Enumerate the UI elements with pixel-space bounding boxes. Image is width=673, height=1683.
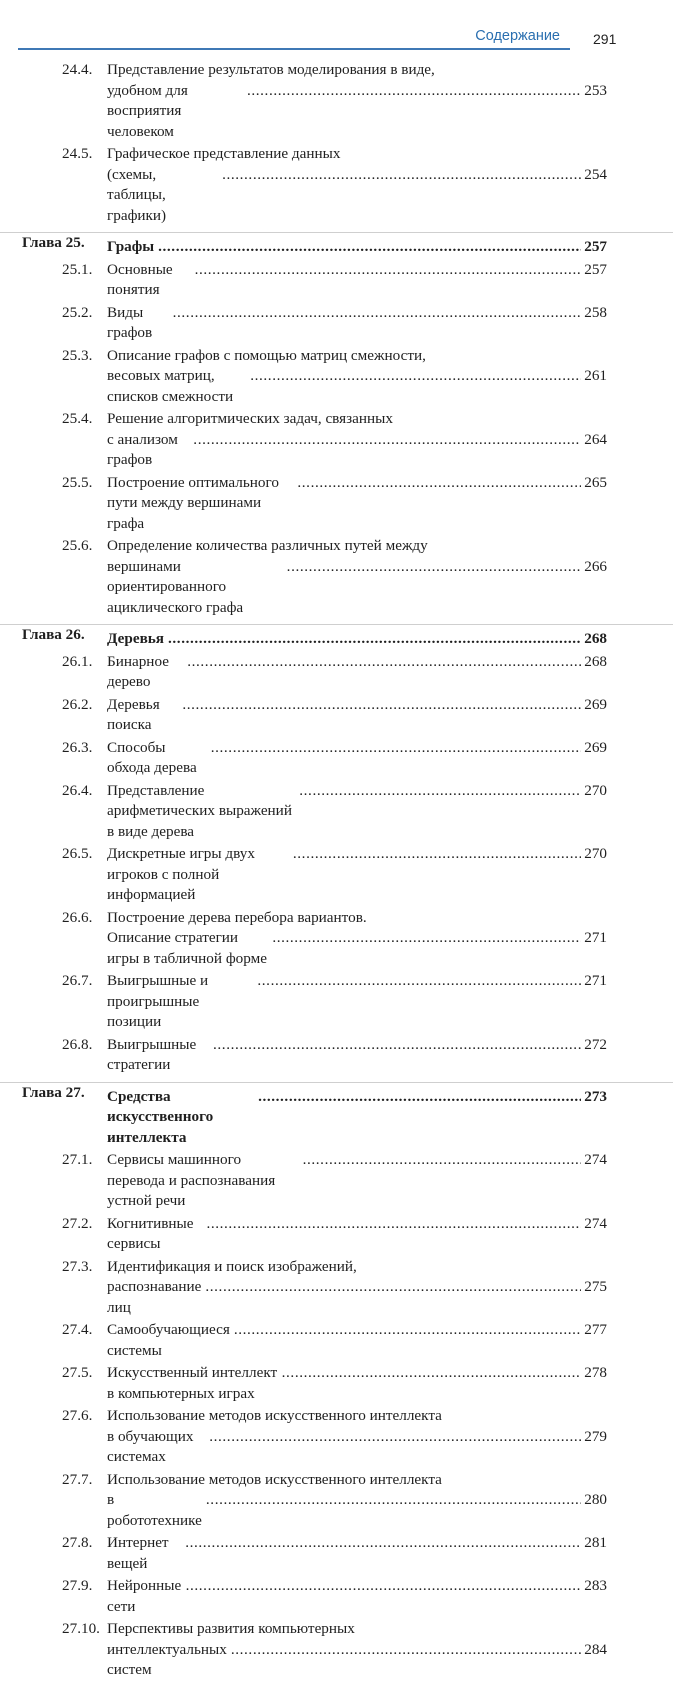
toc-chapter bbox=[0, 1082, 673, 1149]
toc-number: 25.3. bbox=[62, 346, 93, 364]
toc-title-line: удобном для восприятия человеком bbox=[107, 81, 188, 140]
toc-page: 283 bbox=[584, 1577, 607, 1594]
toc-entry bbox=[0, 695, 673, 736]
toc-title-line: с анализом графов bbox=[107, 430, 178, 468]
toc-title-line: Основные понятия bbox=[107, 260, 173, 298]
toc-title-line: Деревья bbox=[107, 630, 165, 647]
toc-title-line: Графическое представление данных bbox=[107, 145, 341, 162]
toc-page: 274 bbox=[584, 1214, 607, 1232]
toc-entry bbox=[0, 1150, 673, 1212]
toc-title-line: Виды графов bbox=[107, 303, 153, 341]
toc-page: 270 bbox=[584, 845, 607, 862]
toc-title-line: (схемы, таблицы, графики) bbox=[107, 165, 167, 224]
toc-number: 25.1. bbox=[62, 260, 93, 278]
toc-title-line: Способы обхода дерева bbox=[107, 738, 197, 776]
toc-title-line: Идентификация и поиск изображений, bbox=[107, 1257, 357, 1275]
toc-entry bbox=[0, 60, 673, 142]
toc-number: 27.10. bbox=[62, 1620, 100, 1637]
toc-page: 271 bbox=[584, 972, 607, 989]
dot-leader bbox=[158, 237, 581, 258]
toc-number: 27.2. bbox=[62, 1214, 93, 1232]
toc-entry bbox=[0, 1214, 673, 1255]
toc-page: 275 bbox=[584, 1278, 607, 1295]
toc-title-line: Искусственный интеллект в компьютерных играх bbox=[107, 1364, 278, 1402]
toc-page: 280 bbox=[584, 1491, 607, 1508]
toc-entry bbox=[0, 1470, 673, 1532]
toc-page: 272 bbox=[584, 1035, 607, 1053]
toc-number: Глава 26. bbox=[22, 626, 85, 643]
toc-page: 266 bbox=[584, 557, 607, 575]
dot-leader bbox=[299, 781, 581, 802]
toc-number: 26.8. bbox=[62, 1035, 93, 1053]
toc-number: 24.5. bbox=[62, 145, 93, 162]
toc-page: 264 bbox=[584, 430, 607, 448]
toc-number: 26.2. bbox=[62, 695, 93, 713]
toc-entry bbox=[0, 1320, 673, 1361]
toc-title-line: в обучающих системах bbox=[107, 1427, 194, 1465]
toc-number: 27.7. bbox=[62, 1470, 93, 1488]
toc-page: 278 bbox=[584, 1364, 607, 1381]
toc-page: 274 bbox=[584, 1151, 607, 1168]
toc-number: Глава 27. bbox=[22, 1083, 85, 1101]
toc-page: 258 bbox=[584, 303, 607, 321]
toc-page: 254 bbox=[584, 165, 607, 183]
dot-leader bbox=[234, 1320, 581, 1341]
toc-entry bbox=[0, 1363, 673, 1404]
toc-page: 253 bbox=[584, 81, 607, 99]
toc-number: 25.6. bbox=[62, 537, 93, 554]
dot-leader bbox=[282, 1363, 582, 1384]
toc-title-line: Определение количества различных путей между bbox=[107, 537, 428, 554]
toc-number: 26.7. bbox=[62, 972, 93, 989]
toc-title-line: распознавание лиц bbox=[107, 1278, 202, 1316]
toc-number: 27.9. bbox=[62, 1577, 93, 1594]
dot-leader bbox=[247, 81, 581, 102]
toc-title-line: Описание графов с помощью матриц смежности, bbox=[107, 346, 426, 364]
toc-entry bbox=[0, 144, 673, 226]
toc-chapter bbox=[0, 624, 673, 650]
toc-title-line: в робототехнике bbox=[107, 1491, 202, 1529]
toc-number: Глава 25. bbox=[22, 234, 85, 251]
toc-title-line: Графы bbox=[107, 238, 155, 255]
toc-entry bbox=[0, 844, 673, 906]
toc-entry bbox=[0, 738, 673, 779]
dot-leader bbox=[185, 1533, 581, 1554]
toc-title-line: Когнитивные сервисы bbox=[107, 1214, 194, 1252]
dot-leader bbox=[287, 557, 582, 578]
toc-entry bbox=[0, 908, 673, 970]
toc-title-line: Сервисы машинного перевода и распознавания устной речи bbox=[107, 1151, 276, 1209]
toc-number: 27.5. bbox=[62, 1364, 93, 1381]
toc-page: 261 bbox=[584, 367, 607, 384]
toc-page: 268 bbox=[584, 652, 607, 670]
toc-entry bbox=[0, 1035, 673, 1076]
toc-title-line: Решение алгоритмических задач, связанных bbox=[107, 410, 393, 427]
toc-page: 257 bbox=[584, 238, 607, 255]
toc-number: 26.5. bbox=[62, 845, 93, 862]
header-title: Содержание bbox=[475, 28, 560, 44]
dot-leader bbox=[250, 366, 581, 387]
toc-page: 257 bbox=[584, 260, 607, 278]
dot-leader bbox=[272, 928, 581, 949]
toc-number: 27.8. bbox=[62, 1534, 93, 1551]
toc-number: 26.6. bbox=[62, 908, 93, 926]
toc-title-line: весовых матриц, списков смежности bbox=[107, 367, 234, 405]
dot-leader bbox=[187, 652, 581, 673]
toc-title-line: Деревья поиска bbox=[107, 695, 160, 733]
toc-entry bbox=[0, 1576, 673, 1617]
toc-title-line: Нейронные сети bbox=[107, 1577, 182, 1615]
toc-title-line: Представление результатов моделирования в виде, bbox=[107, 61, 435, 78]
toc-page: 273 bbox=[584, 1087, 607, 1105]
dot-leader bbox=[206, 1214, 581, 1235]
toc-title-line: Перспективы развития компьютерных bbox=[107, 1620, 355, 1637]
toc-chapter bbox=[0, 232, 673, 258]
table-of-contents bbox=[0, 60, 673, 1683]
toc-entry bbox=[0, 473, 673, 535]
toc-number: 27.1. bbox=[62, 1151, 93, 1168]
toc-page: 265 bbox=[584, 473, 607, 491]
toc-number: 27.6. bbox=[62, 1407, 93, 1424]
toc-page: 268 bbox=[584, 630, 607, 647]
toc-entry bbox=[0, 346, 673, 408]
dot-leader bbox=[206, 1490, 581, 1511]
toc-number: 27.4. bbox=[62, 1321, 93, 1338]
toc-number: 25.4. bbox=[62, 410, 93, 427]
dot-leader bbox=[293, 844, 581, 865]
dot-leader bbox=[211, 738, 581, 759]
toc-entry bbox=[0, 536, 673, 618]
toc-number: 26.4. bbox=[62, 781, 93, 799]
toc-entry bbox=[0, 781, 673, 843]
toc-entry bbox=[0, 652, 673, 693]
dot-leader bbox=[258, 1087, 581, 1108]
toc-page: 271 bbox=[584, 929, 607, 946]
toc-page: 277 bbox=[584, 1321, 607, 1338]
toc-title-line: Представление арифметических выражений в виде дерева bbox=[107, 781, 292, 840]
dot-leader bbox=[257, 971, 581, 992]
toc-title-line: Дискретные игры двух игроков с полной информацией bbox=[107, 845, 255, 903]
dot-leader bbox=[168, 629, 581, 650]
dot-leader bbox=[193, 430, 581, 451]
toc-entry bbox=[0, 260, 673, 301]
toc-entry bbox=[0, 1619, 673, 1681]
toc-title-line: Построение дерева перебора вариантов. bbox=[107, 908, 367, 926]
toc-entry bbox=[0, 303, 673, 344]
toc-title-line: Использование методов искусственного интеллекта bbox=[107, 1470, 442, 1488]
toc-number: 25.2. bbox=[62, 303, 93, 321]
dot-leader bbox=[213, 1035, 581, 1056]
toc-title-line: Бинарное дерево bbox=[107, 652, 169, 690]
toc-page: 279 bbox=[584, 1427, 607, 1445]
dot-leader bbox=[209, 1427, 581, 1448]
toc-entry bbox=[0, 971, 673, 1033]
toc-title-line: Интернет вещей bbox=[107, 1534, 169, 1572]
toc-page: 269 bbox=[584, 738, 607, 756]
toc-page: 270 bbox=[584, 781, 607, 799]
toc-title-line: Средства искусственного интеллекта bbox=[107, 1087, 214, 1146]
toc-page: 269 bbox=[584, 695, 607, 713]
toc-entry bbox=[0, 1257, 673, 1319]
dot-leader bbox=[186, 1576, 582, 1597]
toc-number: 27.3. bbox=[62, 1257, 93, 1275]
toc-number: 25.5. bbox=[62, 473, 93, 491]
toc-title-line: Описание стратегии игры в табличной форме bbox=[107, 929, 267, 967]
dot-leader bbox=[195, 260, 582, 281]
toc-title-line: Построение оптимального пути между вершинами графа bbox=[107, 473, 279, 532]
dot-leader bbox=[173, 303, 582, 324]
toc-number: 26.1. bbox=[62, 652, 93, 670]
page-number: 291 bbox=[593, 31, 617, 47]
toc-title-line: Выигрышные стратегии bbox=[107, 1035, 197, 1073]
running-header bbox=[18, 26, 570, 50]
dot-leader bbox=[182, 695, 581, 716]
toc-page: 284 bbox=[584, 1640, 607, 1658]
toc-number: 24.4. bbox=[62, 61, 93, 78]
toc-title-line: интеллектуальных систем bbox=[107, 1640, 227, 1678]
dot-leader bbox=[222, 165, 581, 186]
toc-entry bbox=[0, 1533, 673, 1574]
toc-title-line: Выигрышные и проигрышные позиции bbox=[107, 972, 209, 1030]
toc-entry bbox=[0, 1406, 673, 1468]
dot-leader bbox=[231, 1640, 581, 1661]
toc-page: 281 bbox=[584, 1534, 607, 1551]
dot-leader bbox=[205, 1277, 581, 1298]
dot-leader bbox=[297, 473, 581, 494]
toc-title-line: Использование методов искусственного интеллекта bbox=[107, 1407, 442, 1424]
dot-leader bbox=[303, 1150, 582, 1171]
toc-title-line: вершинами ориентированного ациклического графа bbox=[107, 557, 244, 616]
toc-entry bbox=[0, 409, 673, 471]
toc-title-line: Самообучающиеся системы bbox=[107, 1321, 230, 1359]
toc-number: 26.3. bbox=[62, 738, 93, 756]
